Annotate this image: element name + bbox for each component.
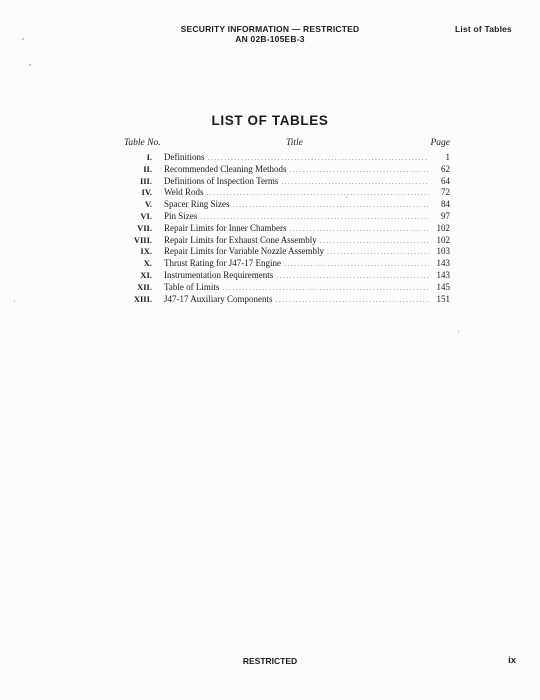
table-list-row [124,258,450,270]
table-number: VIII. [133,234,152,245]
table-title: J47-17 Auxiliary Components [164,293,273,304]
table-list-row [124,164,450,176]
table-title: Repair Limits for Exhaust Cone Assembly [164,234,317,245]
table-page-number: 103 [436,246,450,257]
table-number: IV. [141,187,152,198]
column-header-table-no: Table No. [124,138,161,148]
column-headers [124,138,450,150]
column-header-page: Page [430,138,450,148]
table-page-number: 143 [436,258,450,269]
table-title: Instrumentation Requirements [164,269,274,280]
table-title: Thrust Rating for J47-17 Engine [164,258,281,269]
table-page-number: 72 [441,187,450,198]
scan-speck [22,38,24,40]
table-number: XI. [140,269,152,280]
page-title: LIST OF TABLES [211,113,329,128]
table-page-number: 64 [441,175,450,186]
table-list-row [124,235,450,247]
table-entry [164,294,450,307]
table-number: II. [143,163,152,174]
table-list-row [124,270,450,282]
table-list-row [124,294,450,306]
table-page-number: 145 [436,281,450,292]
table-page-number: 102 [436,222,450,233]
table-list-row [124,282,450,294]
table-page-number: 97 [441,210,450,221]
table-title: Spacer Ring Sizes [164,199,230,210]
table-list-row [124,223,450,235]
table-title: Pin Sizes [164,210,198,221]
scan-speck [14,300,15,302]
table-list-row [124,211,450,223]
table-list-row [124,199,450,211]
table-title: Definitions [164,152,205,162]
page-number: ix [508,655,516,666]
table-page-number: 1 [445,152,450,162]
table-title: Repair Limits for Variable Nozzle Assembly [164,246,325,257]
table-number: V. [144,199,152,210]
table-title: Definitions of Inspection Terms [164,175,279,186]
table-page-number: 62 [441,163,450,174]
scan-speck [29,64,31,66]
table-number: I. [146,152,152,162]
table-number: IX. [140,246,152,257]
table-number: III. [139,175,152,186]
table-page-number: 151 [436,293,450,304]
column-header-title: Title [286,138,303,148]
table-title: Repair Limits for Inner Chambers [164,222,287,233]
table-number: X. [143,258,152,269]
table-number: VI. [140,210,152,221]
table-title: Table of Limits [164,281,220,292]
table-number: XII. [137,281,152,292]
dot-leader [276,295,430,307]
security-classification: SECURITY INFORMATION — RESTRICTED [180,24,360,34]
table-number: VII. [137,222,152,233]
table-number: XIII. [133,293,152,304]
scan-speck [458,330,459,333]
section-label: List of Tables [455,24,512,34]
table-page-number: 84 [441,199,450,210]
document-number: AN 02B-105EB-3 [235,34,305,44]
table-list-row [124,152,450,164]
table-page-number: 143 [436,269,450,280]
footer-classification: RESTRICTED [242,656,298,666]
table-list-row [124,246,450,258]
table-page-number: 102 [436,234,450,245]
table-title: Weld Rods [164,187,204,198]
table-list-row [124,187,450,199]
tables-list [124,152,450,305]
scan-speck [346,196,347,198]
table-list-row [124,176,450,188]
table-title: Recommended Cleaning Methods [164,163,287,174]
